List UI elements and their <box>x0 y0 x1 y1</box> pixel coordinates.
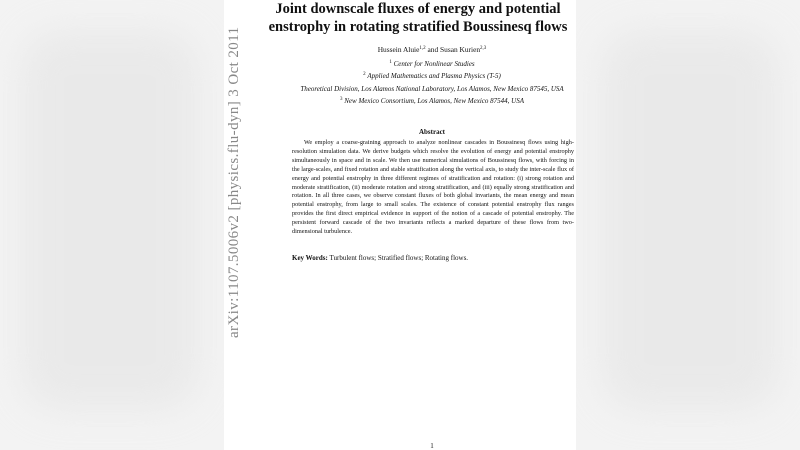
author-name: Susan Kurien <box>440 45 481 54</box>
affiliation-marker: 1 <box>389 60 392 65</box>
affiliation-text: Theoretical Division, Los Alamos National Laboratory, Los Alamos, New Mexico 87545, USA <box>300 85 564 93</box>
author-superscript: 1,2 <box>419 46 426 51</box>
affiliation-text: Applied Mathematics and Plasma Physics (T-5) <box>367 72 501 80</box>
abstract-heading: Abstract <box>418 128 446 136</box>
affiliation-4 <box>224 97 576 105</box>
affiliation-text: New Mexico Consortium, Los Alamos, New Mexico 87544, USA <box>344 97 524 105</box>
author-connector: and <box>425 45 441 54</box>
background-blur-left <box>20 30 200 410</box>
arxiv-stamp <box>224 0 244 450</box>
affiliation-marker: 2 <box>363 72 366 77</box>
paper-title <box>248 0 576 36</box>
title-line-1: Joint downscale fluxes of energy and potential <box>275 1 561 17</box>
author-name: Hussein Aluie <box>377 45 420 54</box>
keywords <box>292 254 574 262</box>
affiliation-2 <box>224 72 576 80</box>
keywords-text: Turbulent flows; Stratified flows; Rotating flows. <box>327 254 469 262</box>
author-superscript: 2,3 <box>480 46 487 51</box>
page-number: 1 <box>430 442 434 450</box>
title-line-2: enstrophy in rotating stratified Boussinesq flows <box>268 19 568 35</box>
abstract-text: We employ a coarse-graining approach to analyze nonlinear cascades in Boussinesq flows using high-resolution simulation data. We derive budgets which resolve the evolution of energy and potential enstrophy simultaneously in space and in scale. We then use numerical simulations of Boussinesq flows, with forcing in the large-scales, and fixed rotation and stable stratification along the vertical axis, to study the inter-scale flux of energy and potential enstrophy in three different regimes of stratification and rotation: (i) strong rotation and moderate stratification, (ii) moderate rotation and strong stratification, and (iii) equally strong stratification and rotation. In all three cases, we observe constant fluxes of both global invariants, the mean energy and mean potential enstrophy, from large to small scales. The existence of constant potential enstrophy flux ranges provides the first direct empirical evidence in support of the notion of a cascade of potential enstrophy. The persistent forward cascade of the two invariants reflects a marked departure of these flows from two-dimensional turbulence. <box>292 139 574 236</box>
affiliation-marker: 3 <box>340 97 343 102</box>
arxiv-identifier: arXiv:1107.5006v2 [physics.flu-dyn] 3 Oct 2011 <box>226 26 242 338</box>
author-list <box>224 45 576 54</box>
affiliation-3 <box>224 85 576 93</box>
keywords-label: Key Words: <box>292 254 328 262</box>
background-blur-right <box>600 30 780 410</box>
paper-page <box>224 0 576 450</box>
affiliation-1 <box>224 60 576 68</box>
affiliation-text: Center for Nonlinear Studies <box>393 60 475 68</box>
